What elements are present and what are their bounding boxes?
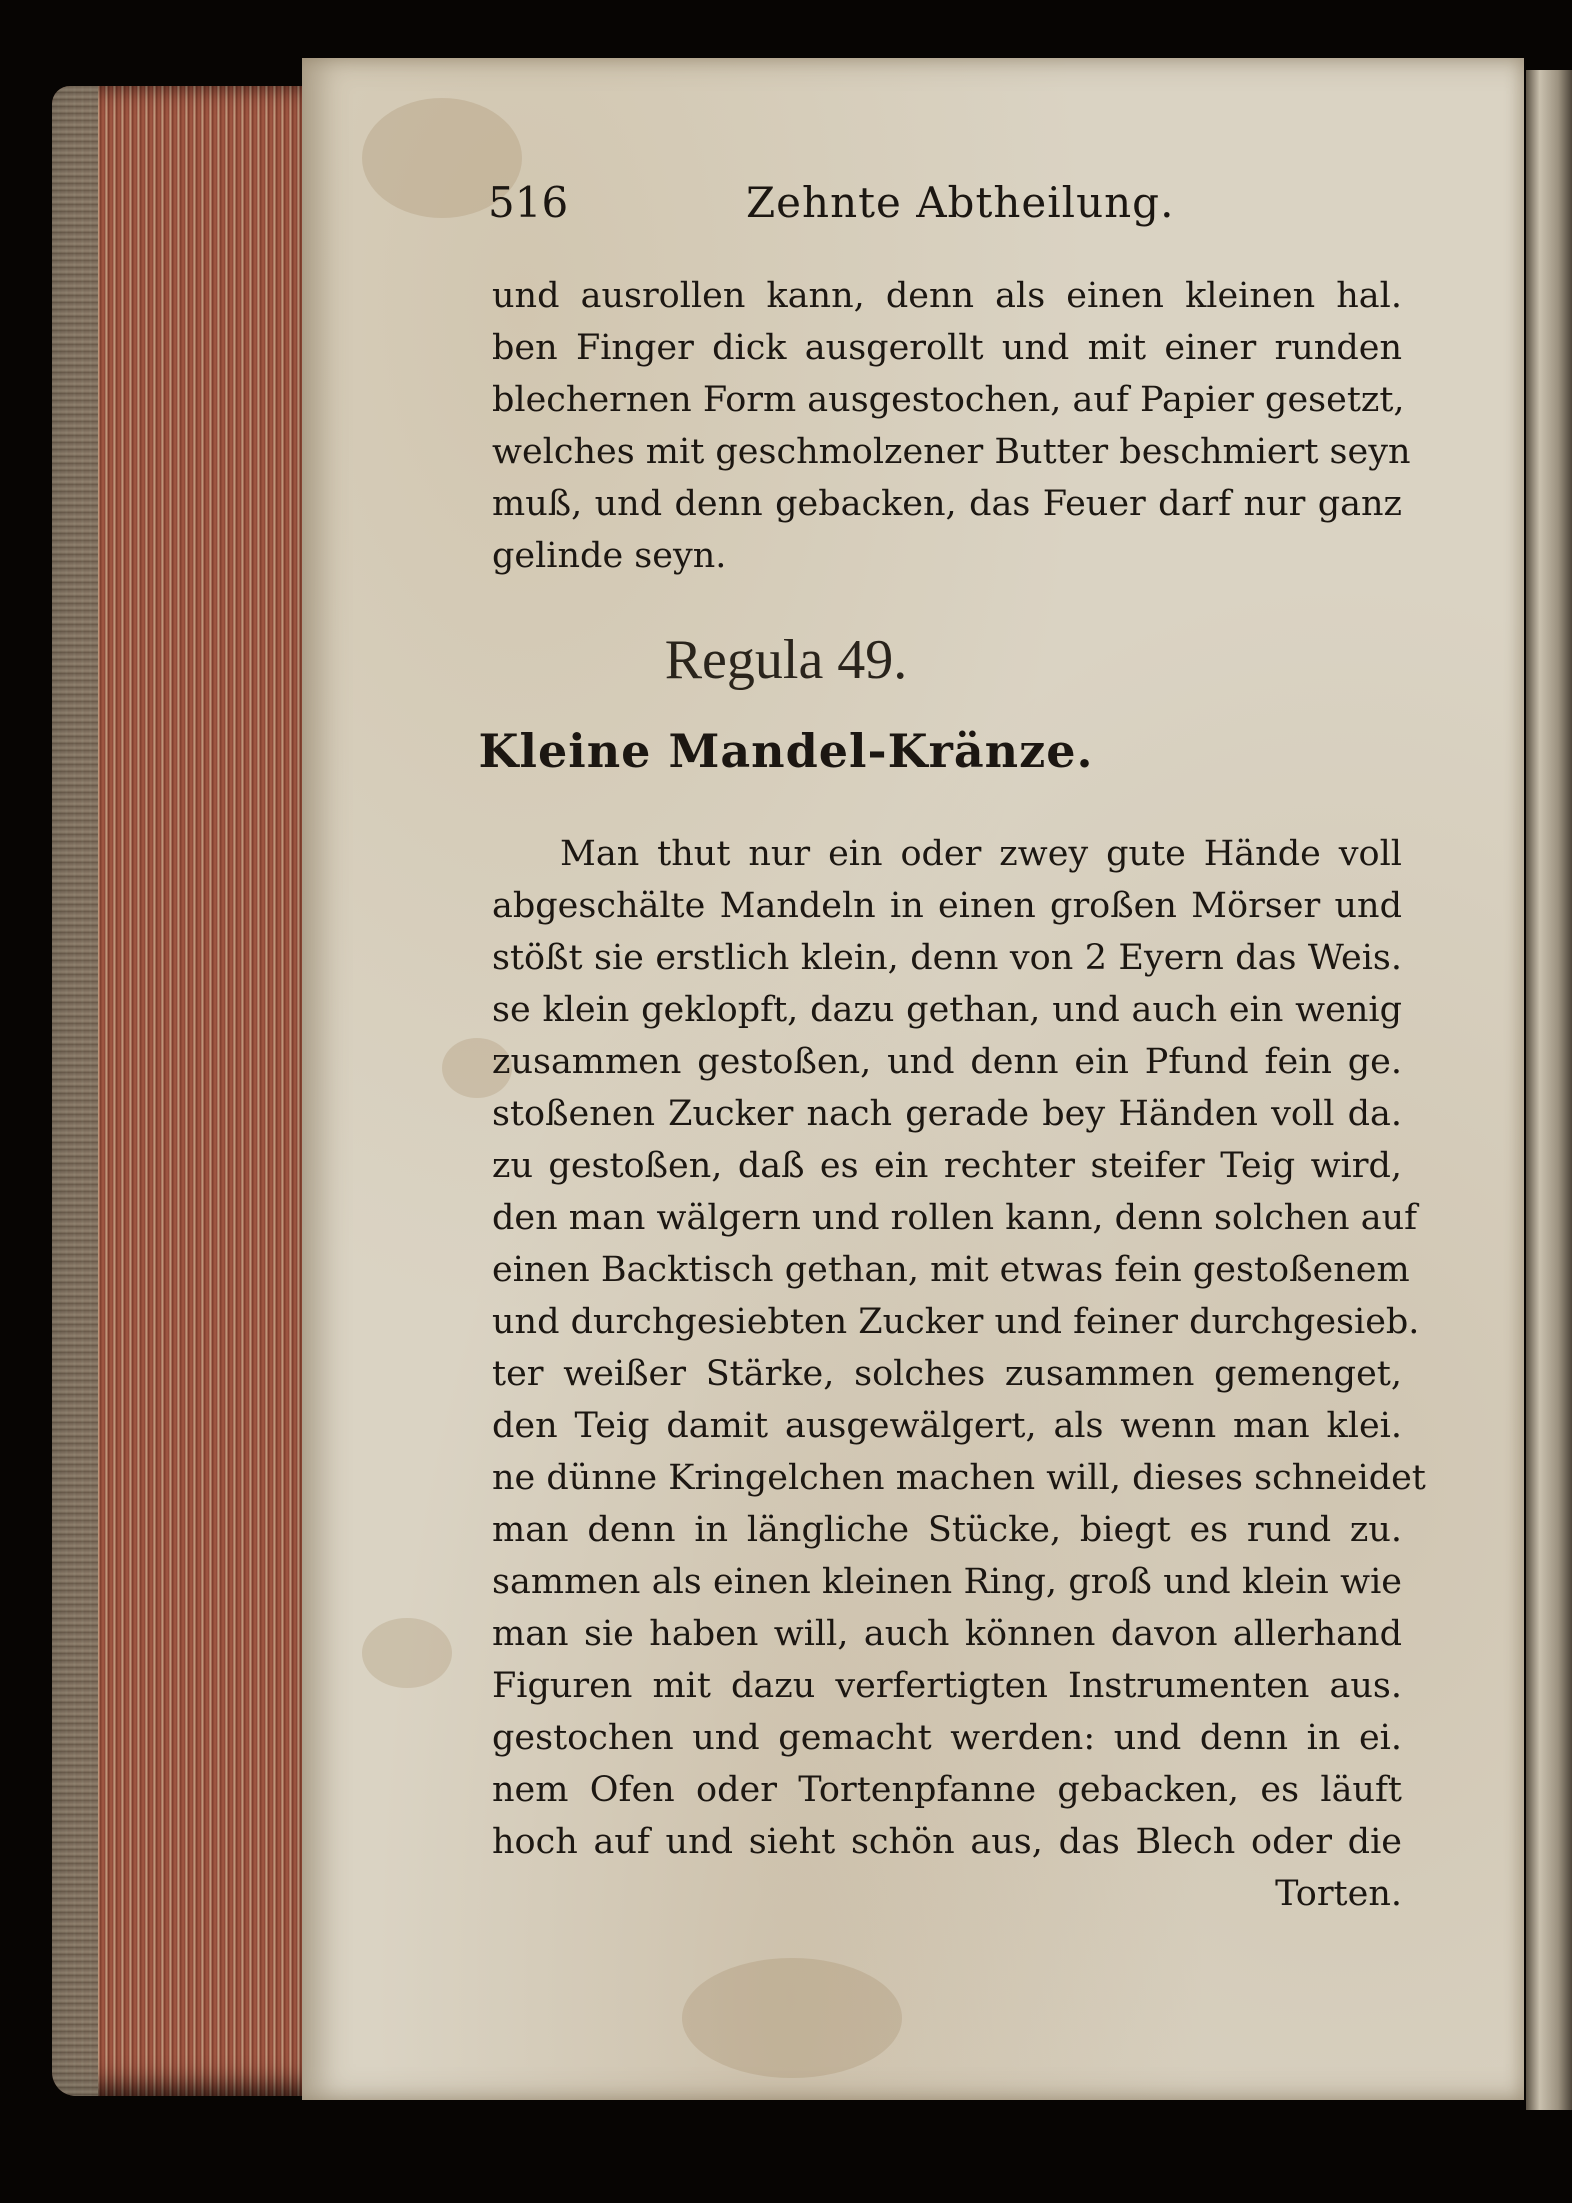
recipe-title: Kleine Mandel-Kränze. [478,724,1094,778]
text-line: stößt sie erstlich klein, denn von 2 Eyern das Weis. [492,938,1402,978]
text-line: den man wälgern und rollen kann, denn solchen auf [492,1198,1418,1238]
text-line: und ausrollen kann, denn als einen kleinen hal. [492,276,1402,316]
paper-stain [682,1958,902,2078]
text-line: einen Backtisch gethan, mit etwas fein gestoßenem [492,1250,1410,1290]
page-number: 516 [488,178,569,227]
catchword: Torten. [1275,1874,1402,1914]
text-line: zu gestoßen, daß es ein rechter steifer Teig wird, [492,1146,1402,1186]
text-line: den Teig damit ausgewälgert, als wenn man klei. [492,1406,1402,1446]
text-line: zusammen gestoßen, und denn ein Pfund fein ge. [492,1042,1402,1082]
text-line: blechernen Form ausgestochen, auf Papier gesetzt, [492,380,1405,420]
text-line: gelinde seyn. [492,536,727,576]
text-line: nem Ofen oder Tortenpfanne gebacken, es läuft [492,1770,1402,1810]
text-line: Figuren mit dazu verfertigten Instrumenten aus. [492,1666,1402,1706]
text-line: ben Finger dick ausgerollt und mit einer runden [492,328,1402,368]
text-line: man denn in längliche Stücke, biegt es rund zu. [492,1510,1402,1550]
text-line: hoch auf und sieht schön aus, das Blech oder die [492,1822,1402,1862]
running-head: Zehnte Abtheilung. [746,178,1175,227]
text-line: welches mit geschmolzener Butter beschmiert seyn [492,432,1411,472]
text-line: se klein geklopft, dazu gethan, und auch ein wenig [492,990,1402,1030]
facing-page-edge [1526,70,1572,2110]
text-line: und durchgesiebten Zucker und feiner durchgesieb. [492,1302,1420,1342]
text-line: man sie haben will, auch können davon allerhand [492,1614,1402,1654]
regula-heading: Regula 49. [664,629,908,691]
text-line: ter weißer Stärke, solches zusammen gemenget, [492,1354,1402,1394]
paper-stain [362,1618,452,1688]
book-page-edges [52,86,314,2096]
text-line: ne dünne Kringelchen machen will, dieses schneidet [492,1458,1426,1498]
text-line: muß, und denn gebacken, das Feuer darf nur ganz [492,484,1402,524]
text-line: Man thut nur ein oder zwey gute Hände voll [560,834,1402,874]
text-line: sammen als einen kleinen Ring, groß und klein wie [492,1562,1402,1602]
text-line: stoßenen Zucker nach gerade bey Händen voll da. [492,1094,1402,1134]
text-line: gestochen und gemacht werden: und denn in ei. [492,1718,1402,1758]
text-line: abgeschälte Mandeln in einen großen Mörser und [492,886,1402,926]
